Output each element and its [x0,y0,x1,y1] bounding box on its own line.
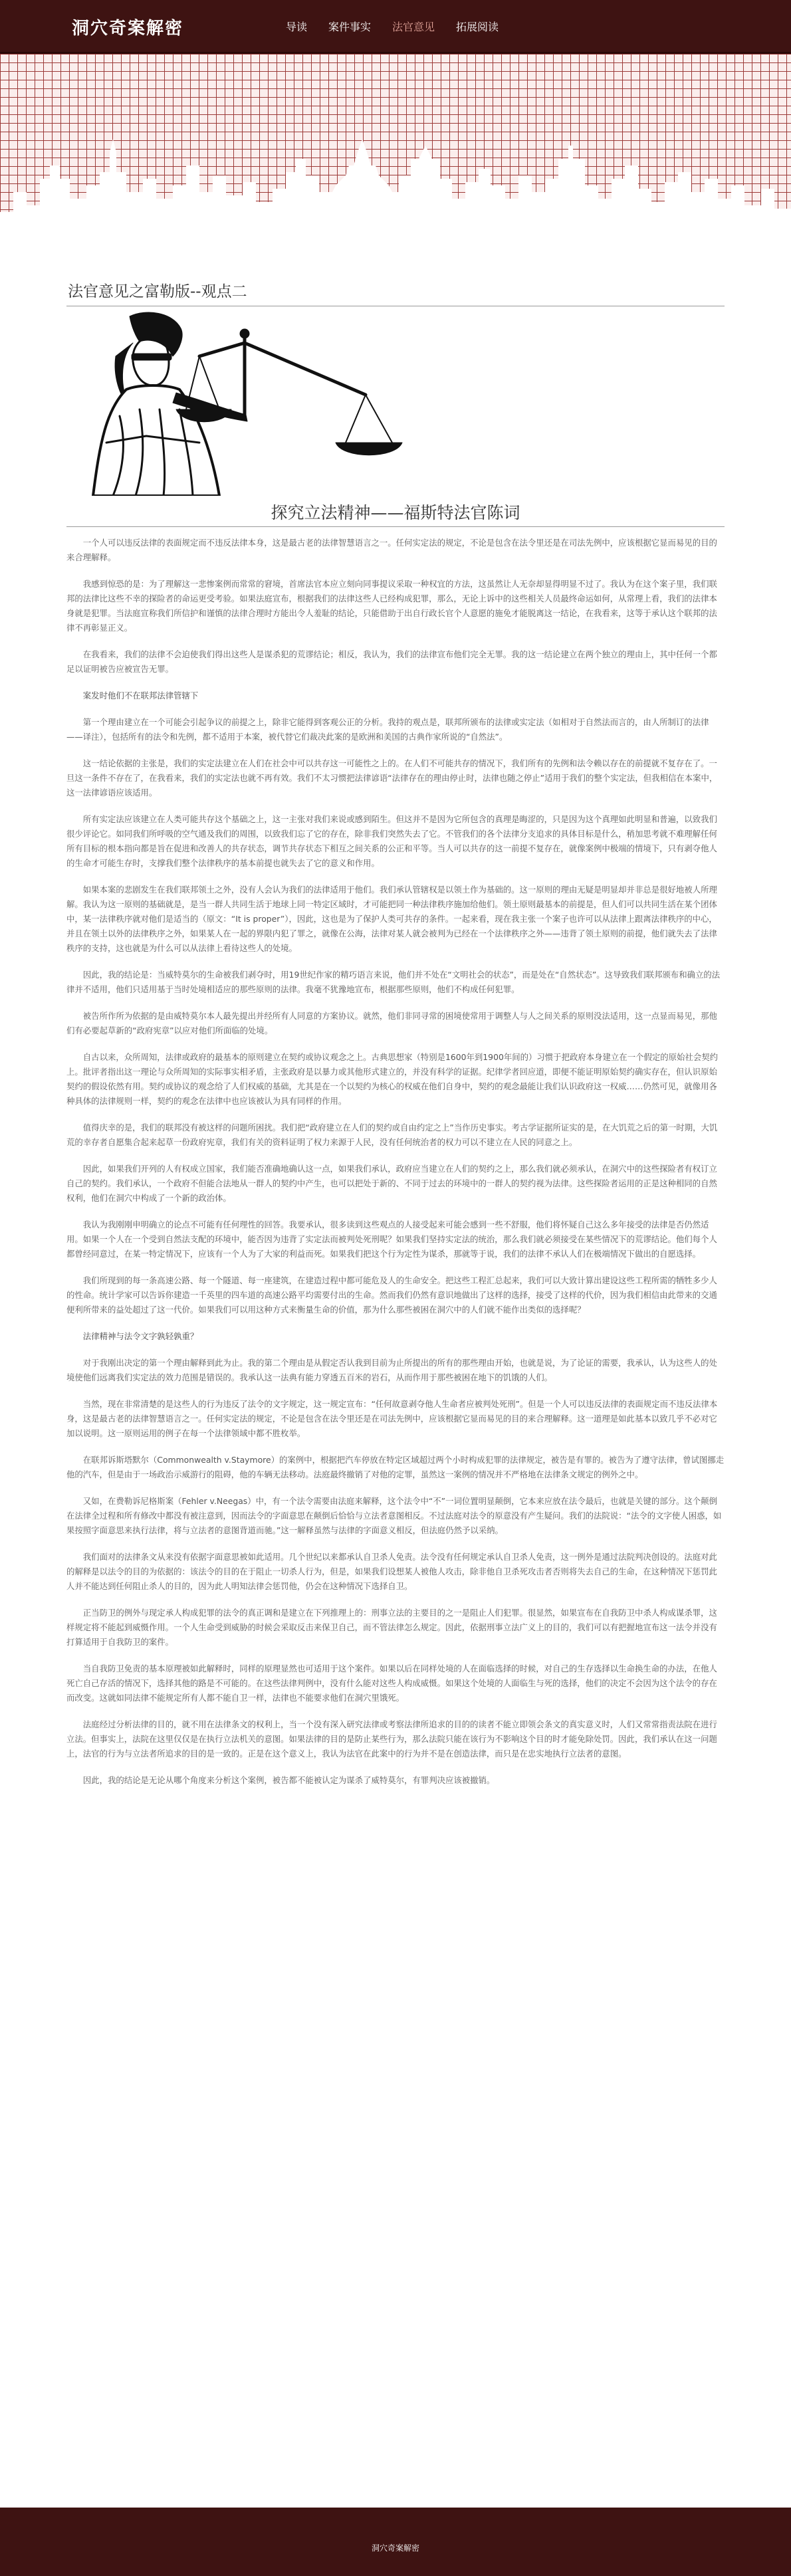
article-paragraph: 在我看来，我们的法律不会迫使我们得出这些人是谋杀犯的荒谬结论；相反，我认为，我们的法律宣布他们完全无罪。我的这一结论建立在两个独立的理由上，其中任何一个都足以证明被告应被宣告无罪。 [66,649,717,674]
article-paragraph: 当自我防卫免责的基本原理被如此解释时，同样的原理显然也可适用于这个案件。如果以后在同样处境的人在面临选择的时候，对自己的生存选择以生命换生命的办法，在他人死亡自己存活的情况下，选择其他的路是不可能的。在这些法律判例中，没有什么能对这些人构成威慑。如果这个处境的人面临生与死的选择，他们的决定不会因为这个法令的存在而改变。这就如同法律不能规定所有人都不能自卫一样，法律也不能要求他们在洞穴里饿死。 [66,1664,717,1703]
article-paragraph: 第一个理由建立在一个可能会引起争议的前提之上，除非它能得到客观公正的分析。我持的观点是，联邦所颁布的法律或实定法（如相对于自然法而言的，由人所制订的法律——译注），包括所有的法令和先例，都不适用于本案，被代替它们裁决此案的是欧洲和美国的古典作家所说的“自然法”。 [66,717,709,742]
nav-link-further-reading[interactable]: 拓展阅读 [456,21,499,33]
article-paragraph: 我认为我刚刚申明确立的论点不可能有任何理性的回答。我要承认，很多读到这些观点的人接受起来可能会感到一些不舒服，他们将怀疑自己这么多年接受的法律是否仍然适用。如果一个人在一个受到自然法支配的环境中，能否因为违背了实定法而被判处死刑呢？如果我们坚持实定法的统治，那么我们就必须接受在某些情况下的荒谬结论。他们每个人都曾经同意过，在某一特定情况下，应该有一个人为了大家的利益而死。如果我们把这个行为定性为谋杀，那就等于说，我们的法律不承认人们在极端情况下做出的自愿选择。 [66,1220,717,1259]
page-title: 法官意见之富勒版--观点二 [68,283,247,300]
nav-link-intro[interactable]: 导读 [286,21,308,33]
article-subheading: 法律精神与法令文字孰轻孰重？ [82,1331,199,1341]
article-title-divider [66,526,725,527]
article-paragraph: 当然，现在非常清楚的是这些人的行为违反了法令的文字规定，这一规定宣布：“任何故意剥夺他人生命者应被判处死刑”。但是一个人可以违反法律的表面规定而不违反法律本身，这是最古老的法律智慧语言之一。任何实定法的规定，不论是包含在法令里还是在司法先例中，应该根据它显而易见的目的来合理解释。这一道理是如此基本以致几乎不必对它加以说明。这一原则运用的例子在每一个法律领域中都不胜枚举。 [66,1399,718,1438]
main-nav [286,19,520,34]
article-paragraph: 我感到惊恐的是：为了理解这一悲惨案例而常常的窘境，首席法官本应立刻向同事提议采取一种权宜的方法，这虽然让人无奈却显得明显不过了。我认为在这个案子里，我们联邦的法律比这些不幸的探险者的命运更受考验。如果法庭宣布，根据我们的法律这些人已经构成犯罪，那么，无论上诉中的这些相关人员最终命运如何，从常理上看，我们的法律本身就是犯罪。当法庭宣称我们所信护和谨慎的法律合理时方能出令人羞耻的结论，只能借助于出自行政长官个人意愿的施免才能脱离这一结论，在我看来，这等于承认这个联邦的法律不再彰显正义。 [66,579,717,633]
footer-text: 洞穴奇案解密 [371,2543,419,2553]
nav-link-case-facts[interactable]: 案件事实 [328,21,372,33]
article-paragraph: 一个人可以违反法律的表面规定而不违反法律本身，这是最古老的法律智慧语言之一。任何实定法的规定，不论是包含在法令里还是在司法先例中，应该根据它显而易见的目的来合理解释。 [66,538,717,562]
city-skyline-icon [0,112,791,252]
article-paragraph: 我们所现到的每一条高速公路、每一个隧道、每一座建筑，在建造过程中都可能危及人的生命安全。把这些工程汇总起来，我们可以大致计算出建设这些工程所需的牺牲多少人的性命。统计学家可以告诉你建造一千英里的四车道的高速公路平均需要付出的生命。然而我们仍然有意识地做出了这样的选择，接受了这样的代价，因为我们相信由此带来的交通便利所带来的益处超过了这一代价。如果我们可以用这种方式来衡量生命的价值，那为什么那些被困在洞穴中的人们就不能作出类似的选择呢？ [66,1275,717,1315]
article-paragraph: 被告所作所为依据的是由威特莫尔本人最先提出并经所有人同意的方案协议。就然，他们非同寻常的困境使常用于调整人与人之间关系的原则没法适用，这一点显而易见，那他们有必要起草新的“政府宪章”以应对他们所面临的处境。 [66,1011,717,1035]
article-paragraph: 正当防卫的例外与现定承人构成犯罪的法令的真正调和是建立在下列推理上的：刑事立法的主要目的之一是阻止人们犯罪。很显然，如果宣布在自我防卫中杀人构成谋杀罪，这样规定将不能起到威慑作用。一个人生命受到威胁的时候会采取反击来保卫自己，而不管法律怎么规定。因此，依据刑事立法广义上的目的，我们可以有把握地宣布这一法令并没有打算适用于自我防卫的案件。 [66,1608,717,1647]
article-paragraph: 因此，我的结论是无论从哪个角度来分析这个案例，被告都不能被认定为谋杀了威特莫尔，有罪判决应该被撤销。 [82,1775,495,1785]
article-paragraph: 这一结论依据的主张是，我们的实定法建立在人们在社会中可以共存这一可能性之上的。在人们不可能共存的情况下，我们所有的先例和法令赖以存在的前提就不复存在了。一旦这一条件不存在了，在我看来，我们的实定法也就不再有效。我们不太习惯把法律谚语“法律存在的理由停止时，法律也随之停止”适用于我们的整个实定法，但我相信在本案中，这一法律谚语应该适用。 [66,758,718,798]
article-paragraph: 因此，我的结论是：当威特莫尔的生命被我们剥夺时，用19世纪作家的精巧语言来说，他们并不处在“文明社会的状态”，而是处在“自然状态”。这导致我们联邦颁布和确立的法律并不适用，他们只适用基于当时处境相适应的那些原则的法律。我毫不犹豫地宣布，根据那些原则，他们不构成任何犯罪。 [66,970,721,994]
lady-justice-scales-icon [66,310,465,496]
footer [0,2508,791,2576]
article-paragraph: 值得庆幸的是，我们的联邦没有被这样的问题所困扰。我们把“政府建立在人们的契约或自由约定之上”当作历史事实。考古学证据所证实的是，在大饥荒之后的第一时期，大饥荒的幸存者自愿集合起来起草一份政府宪章，我们有关的资料证明了权力来源于人民，没有任何统治者的权力可以不建立在人民的同意之上。 [66,1123,718,1147]
article-paragraph: 所有实定法应该建立在人类可能共存这个基础之上，这一主张对我们来说或感到陌生。但这并不是因为它所包含的真理是晦涩的，只是因为这个真理如此明显和普遍，以致我们很少评论它。如同我们所呼吸的空气通及我们的周围，以致我们忘了它的存在，除非我们突然失去了它。不管我们的各个法律分支追求的具体目标是什么，稍加思考就不难理解任何所有目标的根本指向都是旨在促进和改善人的共存状态，调节共存状态下相互之间关系的公正和平等。当人可以共存的这一前提不复存在，就像案例中极端的情境下，只有剥夺他人的生命才可能生存时，支撑我们整个法律秩序的基本前提也就失去了它的意义和作用。 [66,814,717,868]
article-subheading: 案发时他们不在联邦法律管辖下 [82,691,199,700]
top-navigation-bar [0,0,791,54]
header-banner [0,54,791,252]
article-paragraph: 又如，在费勒诉尼格斯案（Fehler v.Neegas）中，有一个法令需要由法庭来解释，这个法令中“不”一词位置明显颠倒，它本来应放在法令最后，也就是关键的部分。这个颠倒在法律全过程和所有修改中都没有被注意到，因而法令的字面意思在颠倒后恰恰与立法者意图相反。不过法庭对法令的原意没有产生疑问。我们的法院说：“法令的文字使人困惑，如果按照字面意思来执行法律，将与立法者的意图背道而驰。”这一解释虽然与法律的字面意义相反，但法庭仍然予以采纳。 [66,1496,722,1535]
article-paragraph: 法庭经过分析法律的目的，就不用在法律条文的权利上，当一个没有深入研究法律或考察法律所追求的目的的读者不能立即领会条文的真实意义时，人们又常常指责法院在进行立法。但事实上，法院在这里仅仅是在执行立法机关的意图。如果法律的目的是防止某些行为，那么法院只能在该行为不影响这个目的时才能免除处罚。因此，我们承认在这一问题上，法官的行为与立法者所追求的目的是一致的。正是在这个意义上，我认为法官在此案中的行为并不是在创造法律，而只是在忠实地执行立法者的意图。 [66,1719,717,1759]
article-paragraph: 在联邦诉斯塔默尔（Commonwealth v.Staymore）的案例中，根据把汽车停放在特定区域超过两个小时构成犯罪的法律规定，被告是有罪的。被告为了遵守法律，曾试图挪走他的汽车，但是由于一场政治示威游行的阻碍，他的车辆无法移动。法庭最终撤销了对他的定罪，虽然这一案例的情况并不严格地在法律条文规定的例外之中。 [66,1455,725,1479]
article-paragraph: 如果本案的悲剧发生在我们联邦领土之外，没有人会认为我们的法律适用于他们。我们承认管辖权是以领土作为基础的。这一原则的理由无疑是明显却并非总是很好地被人所理解。我认为这一原则的基础就是，是当一群人共同生活于地球上同一特定区域时，才可能把同一种法律秩序施加给他们。领土原则最基本的前提是，但人们可以共同生活在某个团体中，某一法律秩序就对他们是适当的（原文：“It is proper”），因此，这也是为了保护人类可共存的条件。一起来看，现在我主张一个案子也许可以从法律上跟离法律秩序的中心，并且在领土以外的法律秩序之外，如果某人在一起的界限内犯了罪之，就像在公海，法律对某人就会被判为已经在一个法律秩序之外——违背了领土原则的前提，他们就失去了法律秩序的支持，这也就是为什么可以从法律上看待这些人的处境。 [66,885,717,953]
nav-link-judge-opinions[interactable]: 法官意见 [392,21,435,33]
article-body [66,536,725,1800]
article-paragraph: 因此，如果我们开列的人有权成立国家，我们能否准确地确认这一点，如果我们承认，政府应当建立在人们的契约之上，那么我们就必须承认，在洞穴中的这些探险者有权订立自己的契约。我们承认，一个政府不但能合法地从一群人的契约中产生，也可以把处于新的、不同于过去的环境中的一群人的契约视为法律。这些探险者运用的正是这种相同的自然权利，他们在洞穴中构成了一个新的政治体。 [66,1164,717,1203]
article-paragraph: 我们面对的法律条文从来没有依据字面意思被如此适用。几个世纪以来都承认自卫杀人免责。法令没有任何规定承认自卫杀人免责，这一例外是通过法院判决创设的。法庭对此的解释是以法令的目的为依据的：该法令的目的在于阻止一切杀人行为，但是，如果我们设想某人被他人攻击，除非他自卫杀死攻击者否则将失去自己的生命，在这种情况下惩罚此人并不能达到任何阻止杀人的目的，因为此人明知法律会惩罚他，仍会在这种情况下选择自卫。 [66,1552,717,1591]
site-logo[interactable]: 洞穴奇案解密 [72,19,184,39]
article-paragraph: 自古以来，众所周知，法律或政府的最基本的原则建立在契约或协议观念之上。古典思想家（特别是1600年到1900年间的）习惯于把政府本身建立在一个假定的原始社会契约上。批评者指出这一理论与众所周知的实际事实相矛盾，主张政府是以暴力或其他形式建立的，并没有科学的证据。纪律学者回应道，即便不能证明原始契约确实存在，但认识原始契约的假设依然有用。契约或协议的观念给了人们权威的基础，尤其是在一个以契约为核心的权威在他们自身中，契约的观念最能让我们认识政府这一权威……仍然可见，就像用各种具体的法律规则一样，契约的观念在法律中也应该被认为具有同样的作用。 [66,1052,718,1106]
article-title: 探究立法精神——福斯特法官陈词 [271,503,520,522]
article-paragraph: 对于我刚出决定的第一个理由解释到此为止。我的第二个理由是从假定否认我到目前为止所提出的所有的那些理由开始，也就是说，为了论证的需要，我承认，认为这些人的处境使他们远离我们实定法的效力范围是错误的。我承认这一法典有能力穿透五百米的岩石，从而作用于那些被困在地下的饥饿的人们。 [66,1358,717,1382]
